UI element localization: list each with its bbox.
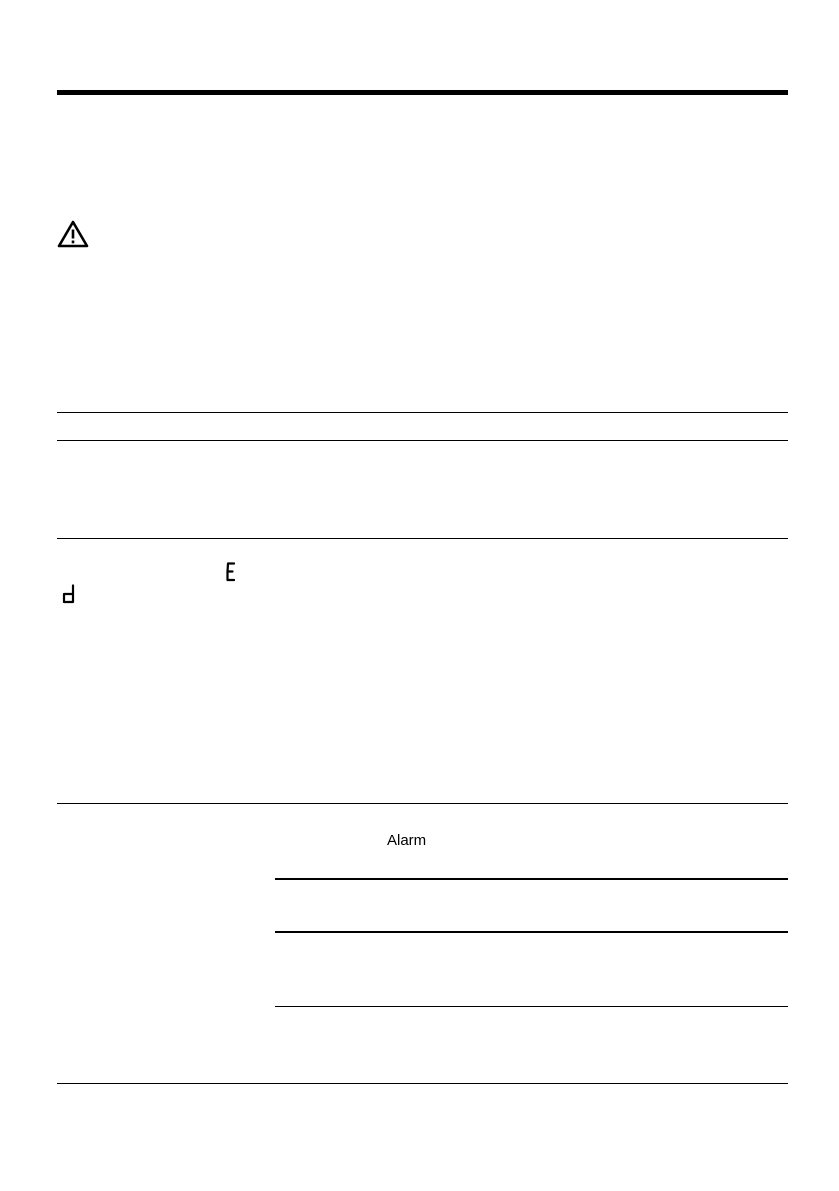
seven-segment-d-icon: [62, 584, 76, 604]
warning-triangle-icon: [57, 220, 89, 248]
subtable-rule: [275, 931, 788, 933]
table-row-rule: [57, 803, 788, 804]
subtable-rule: [275, 1006, 788, 1007]
header-rule: [57, 90, 788, 95]
table-row-rule: [57, 538, 788, 539]
seven-segment-E-icon: [226, 562, 235, 582]
alarm-label: Alarm: [387, 832, 427, 849]
subtable-rule: [275, 878, 788, 880]
table-bottom-rule: [57, 1083, 788, 1084]
table-top-rule: [57, 412, 788, 413]
table-header-rule: [57, 440, 788, 441]
